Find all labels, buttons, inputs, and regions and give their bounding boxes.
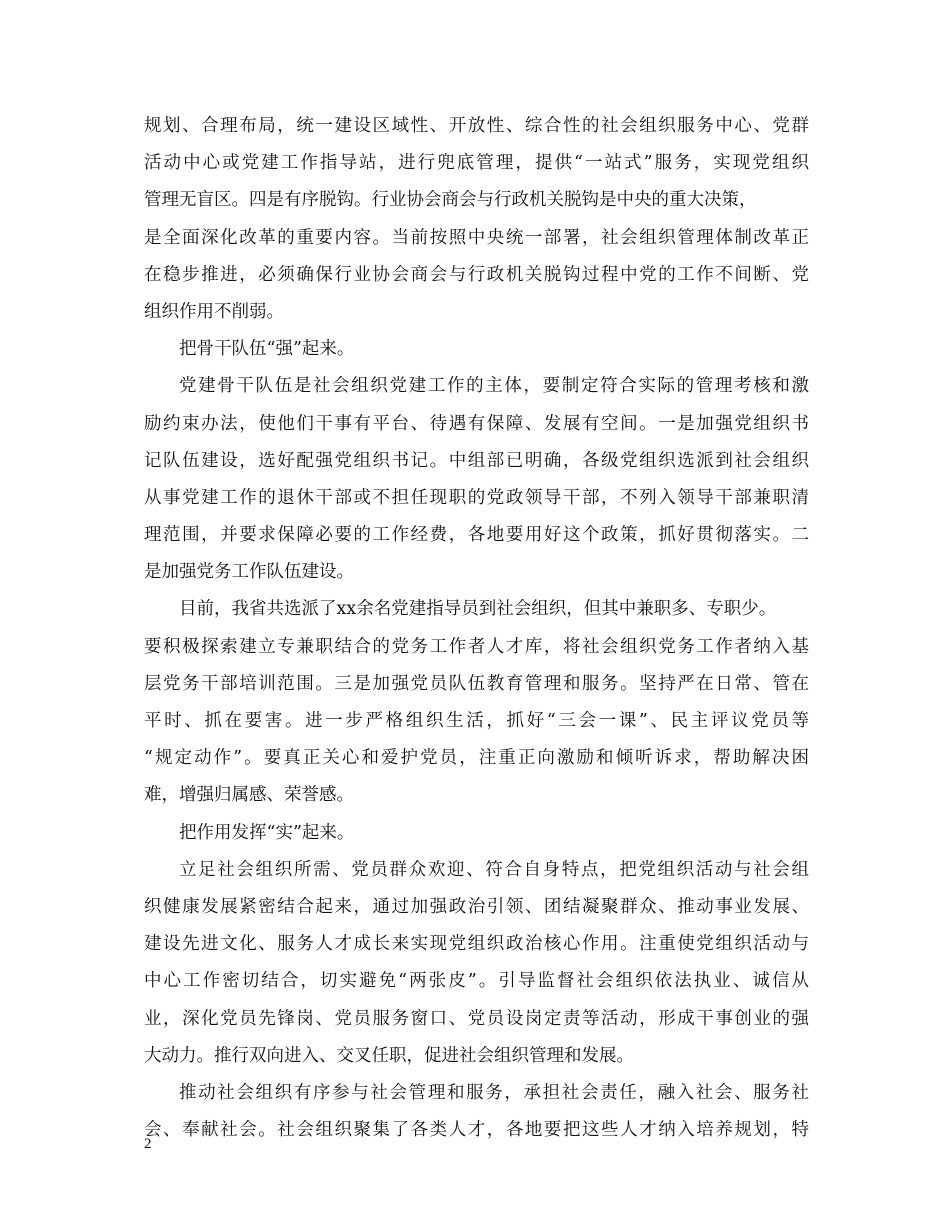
text-line: “规定动作”。要真正关心和爱护党员，注重正向激励和倾听诉求，帮助解决困: [144, 748, 809, 769]
text-line: 规划、合理布局，统一建设区域性、开放性、综合性的社会组织服务中心、党群: [144, 116, 809, 136]
text-line: 在稳步推进，必须确保行业协会商会与行政机关脱钩过程中党的工作不间断、党: [144, 264, 809, 285]
text-line: 目前，我省共选派了xx余名党建指导员到社会组织，但其中兼职多、专职少。: [179, 599, 777, 620]
text-line: 把作用发挥“实”起来。: [179, 822, 355, 843]
text-line: 建设先进文化、服务人才成长来实现党组织政治核心作用。注重使党组织活动与: [144, 934, 809, 955]
document-body: [144, 108, 809, 1149]
text-line: 是加强党务工作队伍建设。: [144, 562, 354, 583]
text-line: 推动社会组织有序参与社会管理和服务，承担社会责任，融入社会、服务社: [179, 1082, 809, 1103]
text-line: 励约束办法，使他们干事有平台、待遇有保障、发展有空间。一是加强党组织书: [144, 413, 809, 434]
text-line: 活动中心或党建工作指导站，进行兜底管理，提供“一站式”服务，实现党组织: [144, 153, 809, 174]
text-line: 把骨干队伍“强”起来。: [179, 339, 355, 360]
text-line: 会、奉献社会。社会组织聚集了各类人才，各地要把这些人才纳入培养规划，特: [144, 1120, 809, 1141]
text-line: 平时、抓在要害。进一步严格组织生活，抓好“三会一课”、民主评议党员等: [144, 711, 809, 731]
text-line: 大动力。推行双向进入、交叉任职，促进社会组织管理和发展。: [144, 1045, 634, 1066]
text-line: 织健康发展紧密结合起来，通过加强政治引领、团结凝聚群众、推动事业发展、: [144, 896, 809, 917]
text-line: 立足社会组织所需、党员群众欢迎、符合自身特点，把党组织活动与社会组: [179, 859, 809, 880]
text-line: 业，深化党员先锋岗、党员服务窗口、党员设岗定责等活动，形成干事创业的强: [144, 1008, 809, 1029]
text-line: 组织作用不削弱。: [144, 301, 284, 322]
text-line: 是全面深化改革的重要内容。当前按照中央统一部署，社会组织管理体制改革正: [144, 227, 809, 248]
text-line: 理范围，并要求保障必要的工作经费，各地要用好这个政策，抓好贯彻落实。二: [144, 525, 809, 546]
page-number: 2: [144, 1136, 152, 1152]
text-line: 从事党建工作的退休干部或不担任现职的党政领导干部，不列入领导干部兼职清: [144, 487, 809, 508]
text-line: 记队伍建设，选好配强党组织书记。中组部已明确，各级党组织选派到社会组织: [144, 450, 809, 471]
text-line: 党建骨干队伍是社会组织党建工作的主体，要制定符合实际的管理考核和激: [179, 376, 809, 397]
text-line: 难，增强归属感、荣誉感。: [144, 785, 354, 806]
text-line: 管理无盲区。四是有序脱钩。行业协会商会与行政机关脱钩是中央的重大决策，: [144, 190, 757, 211]
text-line: 层党务干部培训范围。三是加强党员队伍教育管理和服务。坚持严在日常、管在: [144, 673, 809, 694]
text-line: 要积极探索建立专兼职结合的党务工作者人才库，将社会组织党务工作者纳入基: [144, 636, 809, 657]
text-line: 中心工作密切结合，切实避免“两张皮”。引导监督社会组织依法执业、诚信从: [144, 971, 809, 992]
